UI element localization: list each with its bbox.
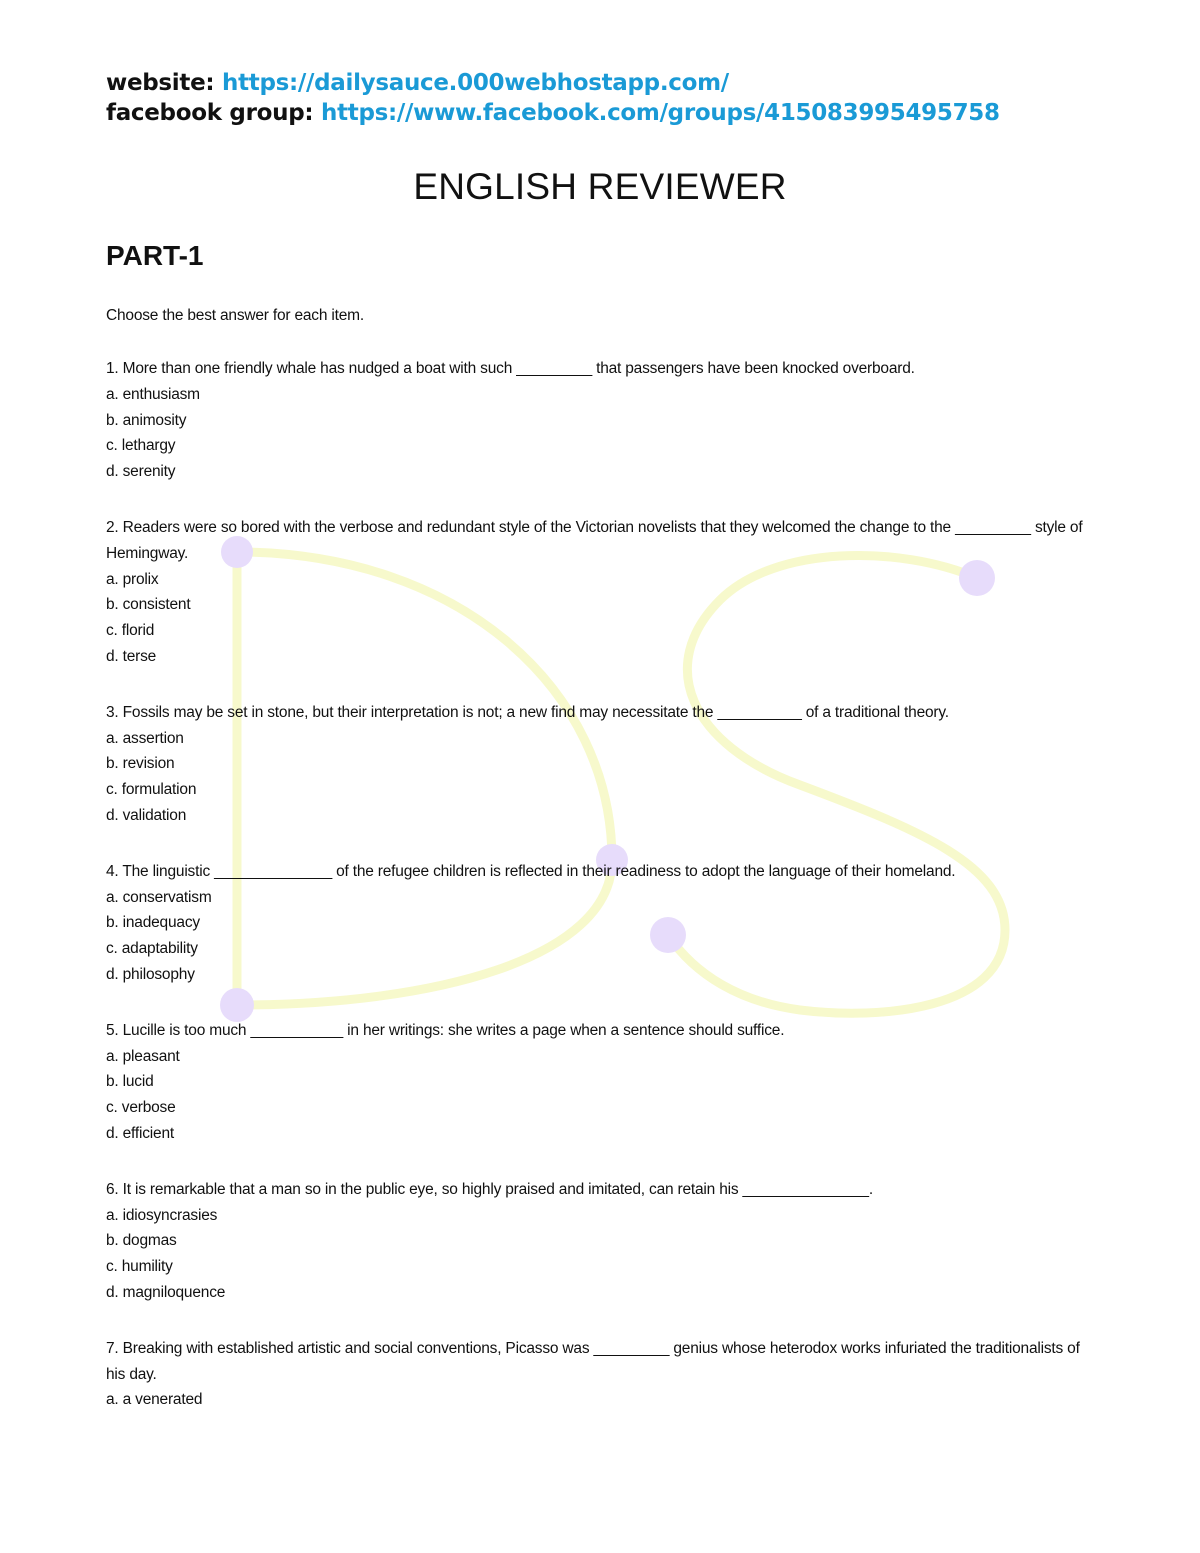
option: b. consistent (106, 596, 191, 614)
facebook-link[interactable]: https://www.facebook.com/groups/415083995495758 (321, 100, 1000, 126)
question-text: 7. Breaking with established artistic and social conventions, Picasso was _________ genius whose heterodox works infuriated the traditionalists of his day. (106, 1339, 1080, 1383)
option: a. prolix (106, 570, 159, 588)
document-title: ENGLISH REVIEWER (413, 166, 787, 207)
question-text: 3. Fossils may be set in stone, but their interpretation is not; a new find may necessitate the __________ of a traditional theory. (106, 703, 949, 721)
instruction-text: Choose the best answer for each item. (106, 307, 364, 324)
option: d. validation (106, 806, 187, 824)
option: a. pleasant (106, 1047, 180, 1065)
question-4 (106, 859, 1086, 988)
option: d. serenity (106, 463, 176, 481)
option: c. verbose (106, 1099, 176, 1117)
facebook-line (106, 98, 1086, 128)
question-1 (106, 356, 1086, 485)
option: a. conservatism (106, 888, 212, 906)
option: b. revision (106, 755, 175, 773)
option: a. enthusiasm (106, 385, 200, 403)
part-heading: PART-1 (106, 240, 204, 271)
question-text: 2. Readers were so bored with the verbose and redundant style of the Victorian novelists that they welcomed the change to the _________ style of Hemingway. (106, 518, 1083, 562)
website-label: website: (106, 70, 215, 96)
option: a. idiosyncrasies (106, 1206, 218, 1224)
option: c. humility (106, 1258, 173, 1276)
question-text: 6. It is remarkable that a man so in the public eye, so highly praised and imitated, can retain his _______________. (106, 1180, 873, 1198)
question-text: 4. The linguistic ______________ of the refugee children is reflected in their readiness to adopt the language of their homeland. (106, 862, 956, 880)
facebook-label: facebook group: (106, 100, 314, 126)
option: d. efficient (106, 1124, 174, 1142)
question-7 (106, 1336, 1086, 1413)
option: a. assertion (106, 729, 184, 747)
option: b. dogmas (106, 1232, 177, 1250)
option: d. philosophy (106, 965, 195, 983)
option: c. adaptability (106, 940, 198, 958)
document-page (106, 68, 1086, 1413)
option: b. lucid (106, 1073, 154, 1091)
question-5 (106, 1018, 1086, 1147)
option: c. formulation (106, 781, 197, 799)
question-text: 1. More than one friendly whale has nudged a boat with such _________ that passengers have been knocked overboard. (106, 360, 915, 377)
option: d. terse (106, 647, 157, 665)
question-2 (106, 515, 1086, 670)
option: b. animosity (106, 411, 187, 429)
option: a. a venerated (106, 1391, 203, 1409)
option: d. magniloquence (106, 1283, 226, 1301)
question-6 (106, 1177, 1086, 1306)
question-3 (106, 700, 1086, 829)
website-link[interactable]: https://dailysauce.000webhostapp.com/ (222, 70, 729, 96)
option: c. lethargy (106, 437, 176, 455)
website-line (106, 68, 1086, 98)
question-text: 5. Lucille is too much ___________ in her writings: she writes a page when a sentence should suffice. (106, 1021, 785, 1039)
option: c. florid (106, 622, 155, 640)
option: b. inadequacy (106, 914, 200, 932)
